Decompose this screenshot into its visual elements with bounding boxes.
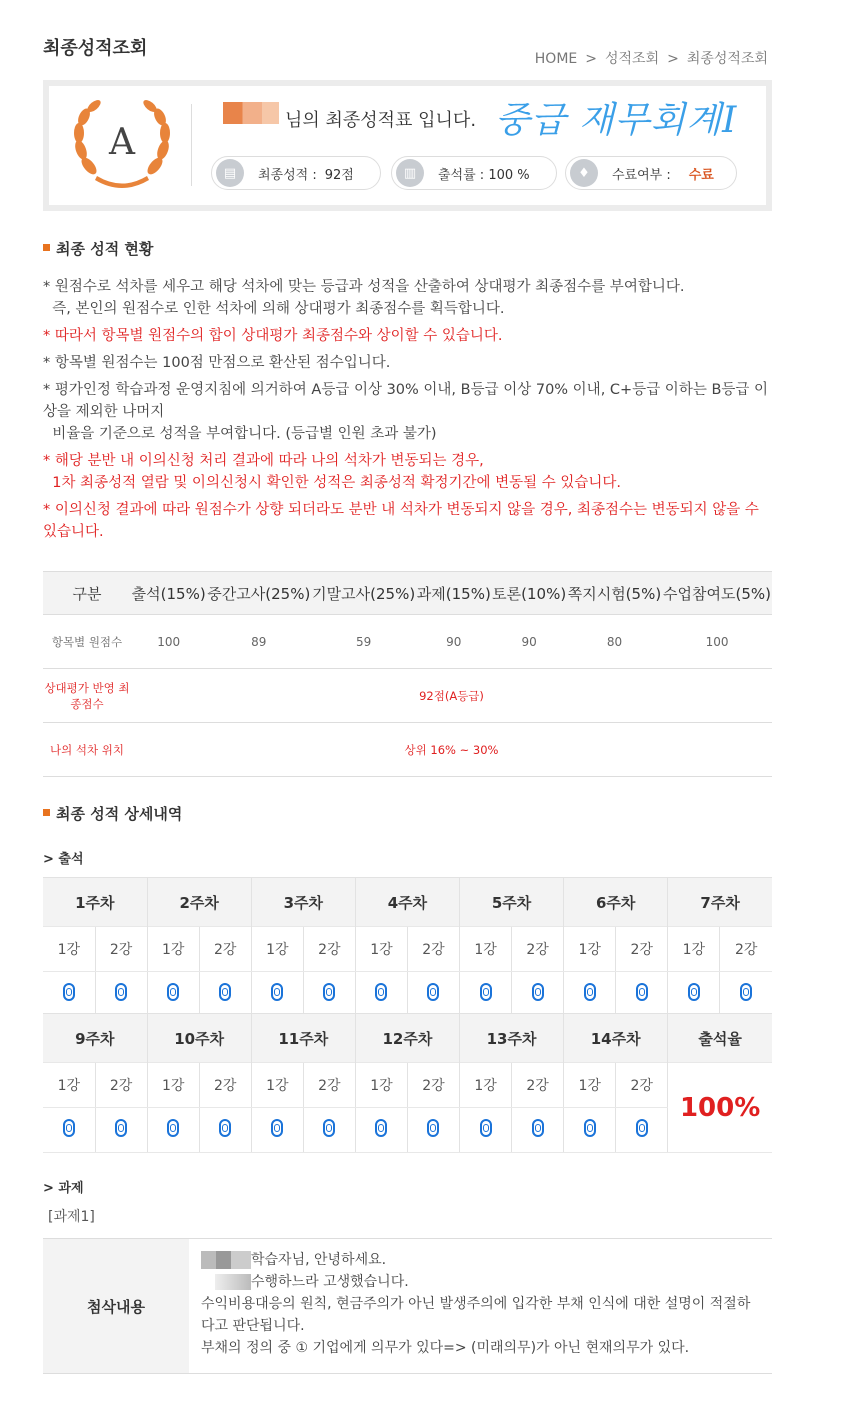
relative-score-label: 상대평가 반영 최종점수 xyxy=(43,669,131,723)
page-title: 최종성적조회 xyxy=(43,38,148,59)
note-2: * 따라서 항목별 원점수의 합이 상대평가 최종점수와 상이할 수 있습니다. xyxy=(43,328,503,344)
lecture-1: 1강 xyxy=(460,1063,512,1108)
lecture-1: 1강 xyxy=(251,1063,303,1108)
raw-score: 90 xyxy=(416,615,491,669)
note-3: * 항목별 원점수는 100점 만점으로 환산된 점수입니다. xyxy=(43,355,391,371)
lecture-2: 2강 xyxy=(720,927,772,972)
present-mark-icon xyxy=(584,1119,596,1137)
lecture-1: 1강 xyxy=(147,1063,199,1108)
raw-score: 100 xyxy=(662,615,772,669)
redacted-name xyxy=(201,1251,251,1269)
rank-value: 상위 16% ~ 30% xyxy=(131,723,772,777)
notes-block xyxy=(43,276,771,548)
col-header: 구분 xyxy=(43,572,131,615)
week-header: 13주차 xyxy=(460,1014,564,1063)
present-mark-icon xyxy=(167,983,179,1001)
bullet-square-icon xyxy=(43,244,50,251)
raw-score: 90 xyxy=(492,615,567,669)
lecture-1: 1강 xyxy=(564,927,616,972)
breadcrumb-sep: > xyxy=(667,51,679,67)
breadcrumb-current: 최종성적조회 xyxy=(686,51,768,67)
lecture-2: 2강 xyxy=(199,927,251,972)
assignment-subheading: > 과제 xyxy=(43,1181,84,1196)
rate-header: 출석율 xyxy=(668,1014,772,1063)
raw-score-row xyxy=(43,615,772,669)
laurel-grade-icon xyxy=(67,96,177,196)
completion-label: 수료여부 : xyxy=(612,167,671,183)
present-mark-icon xyxy=(271,1119,283,1137)
feedback-line-4: 부채의 정의 중 ① 기업에게 의무가 있다=> (미래의무)가 아닌 현재의무가 있다. xyxy=(201,1340,690,1356)
week-header: 4주차 xyxy=(355,878,459,927)
week-header: 2주차 xyxy=(147,878,251,927)
week-header: 3주차 xyxy=(251,878,355,927)
summary-title: 님의 최종성적표 입니다. xyxy=(285,110,477,131)
attendance-mark-row xyxy=(43,1108,772,1153)
grade-header-row xyxy=(43,572,772,615)
lecture-2: 2강 xyxy=(512,1063,564,1108)
breadcrumb-grades[interactable]: 성적조회 xyxy=(605,51,660,67)
certificate-icon: ♦ xyxy=(570,159,598,187)
present-mark-icon xyxy=(427,983,439,1001)
feedback-line-2: 수행하느라 고생했습니다. xyxy=(201,1271,762,1293)
attendance-rate-cell xyxy=(668,1063,772,1153)
col-header: 중간고사(25%) xyxy=(206,572,311,615)
week-header: 11주차 xyxy=(251,1014,355,1063)
raw-score-label: 항목별 원점수 xyxy=(43,615,131,669)
lecture-2: 2강 xyxy=(407,1063,459,1108)
present-mark-icon xyxy=(636,1119,648,1137)
present-mark-icon xyxy=(219,983,231,1001)
present-mark-icon xyxy=(532,983,544,1001)
present-mark-icon xyxy=(271,983,283,1001)
status-section-heading xyxy=(43,238,153,259)
lecture-1: 1강 xyxy=(460,927,512,972)
final-score-label: 최종성적 : xyxy=(258,167,317,183)
note-1: * 원점수로 석차를 세우고 해당 석차에 맞는 등급과 성적을 산출하여 상대평가 최종점수를 부여합니다. 즉, 본인의 원점수로 인한 석차에 의해 상대평가 최종점수를 획득합니다. xyxy=(43,279,685,317)
lecture-1: 1강 xyxy=(564,1063,616,1108)
present-mark-icon xyxy=(323,983,335,1001)
present-mark-icon xyxy=(115,1119,127,1137)
detail-section-heading xyxy=(43,803,182,824)
lecture-1: 1강 xyxy=(355,1063,407,1108)
document-icon: ▤ xyxy=(216,159,244,187)
lecture-1: 1강 xyxy=(43,1063,95,1108)
lecture-1: 1강 xyxy=(355,927,407,972)
raw-score: 89 xyxy=(206,615,311,669)
attendance-subheading: > 출석 xyxy=(43,852,84,867)
grade-table xyxy=(43,571,772,777)
redacted-text xyxy=(215,1274,251,1290)
feedback-line-3: 수익비용대응의 원칙, 현금주의가 아닌 발생주의에 입각한 부채 인식에 대한 설명이 적절하다고 판단됩니다. xyxy=(201,1296,751,1334)
breadcrumb-home[interactable]: HOME xyxy=(534,51,578,67)
col-header: 수업참여도(5%) xyxy=(662,572,772,615)
lecture-2: 2강 xyxy=(303,1063,355,1108)
week-header: 5주차 xyxy=(460,878,564,927)
lecture-2: 2강 xyxy=(95,927,147,972)
present-mark-icon xyxy=(532,1119,544,1137)
rank-row xyxy=(43,723,772,777)
present-mark-icon xyxy=(636,983,648,1001)
lecture-1: 1강 xyxy=(147,927,199,972)
present-mark-icon xyxy=(688,983,700,1001)
attendance-pill xyxy=(391,156,557,190)
lecture-2: 2강 xyxy=(616,1063,668,1108)
attendance-rate: 출석률 : 100 % xyxy=(438,167,530,183)
note-5: * 해당 분반 내 이의신청 처리 결과에 따라 나의 석차가 변동되는 경우, 1차 최종성적 열람 및 이의신청시 확인한 성적은 최종성적 확정기간에 변동될 수 있습니다. xyxy=(43,453,622,491)
bar-chart-icon: ▥ xyxy=(396,159,424,187)
present-mark-icon xyxy=(375,983,387,1001)
present-mark-icon xyxy=(427,1119,439,1137)
raw-score: 59 xyxy=(311,615,416,669)
present-mark-icon xyxy=(219,1119,231,1137)
raw-score: 80 xyxy=(567,615,662,669)
present-mark-icon xyxy=(584,983,596,1001)
completion-value: 수료 xyxy=(688,167,714,183)
week-header: 10주차 xyxy=(147,1014,251,1063)
col-header: 기말고사(25%) xyxy=(311,572,416,615)
present-mark-icon xyxy=(375,1119,387,1137)
relative-score-row xyxy=(43,669,772,723)
feedback-box xyxy=(43,1238,772,1374)
raw-score: 100 xyxy=(131,615,206,669)
lecture-row xyxy=(43,927,772,972)
present-mark-icon xyxy=(115,983,127,1001)
rank-label: 나의 석차 위치 xyxy=(43,723,131,777)
present-mark-icon xyxy=(63,1119,75,1137)
status-heading-text: 최종 성적 현황 xyxy=(56,240,154,258)
week-header: 6주차 xyxy=(564,878,668,927)
relative-score-value: 92점(A등급) xyxy=(131,669,772,723)
lecture-1: 1강 xyxy=(251,927,303,972)
week-header: 1주차 xyxy=(43,878,147,927)
present-mark-icon xyxy=(480,1119,492,1137)
lecture-2: 2강 xyxy=(303,927,355,972)
feedback-line-1: 학습자님, 안녕하세요. xyxy=(201,1249,762,1271)
divider xyxy=(191,104,192,186)
lecture-2: 2강 xyxy=(616,927,668,972)
course-name: 중급 재무회계Ⅰ xyxy=(495,100,738,141)
col-header: 출석(15%) xyxy=(131,572,206,615)
breadcrumb xyxy=(531,48,772,68)
week-header: 9주차 xyxy=(43,1014,147,1063)
lecture-1: 1강 xyxy=(668,927,720,972)
col-header: 쪽지시험(5%) xyxy=(567,572,662,615)
lecture-2: 2강 xyxy=(199,1063,251,1108)
redacted-name xyxy=(223,102,279,124)
attendance-table-2 xyxy=(43,1013,772,1153)
note-6: * 이의신청 결과에 따라 원점수가 상향 되더라도 분반 내 석차가 변동되지 않을 경우, 최종점수는 변동되지 않을 수 있습니다. xyxy=(43,502,759,540)
final-score-value: 92점 xyxy=(324,167,354,183)
bullet-square-icon xyxy=(43,809,50,816)
feedback-header: 첨삭내용 xyxy=(43,1239,189,1373)
lecture-2: 2강 xyxy=(95,1063,147,1108)
final-score-pill xyxy=(211,156,381,190)
lecture-2: 2강 xyxy=(407,927,459,972)
present-mark-icon xyxy=(740,983,752,1001)
completion-pill xyxy=(565,156,737,190)
attendance-rate-value: 100% xyxy=(679,1092,761,1123)
lecture-2: 2강 xyxy=(512,927,564,972)
summary-card xyxy=(43,80,772,211)
lecture-1: 1강 xyxy=(43,927,95,972)
week-header: 12주차 xyxy=(355,1014,459,1063)
grade-letter: A xyxy=(109,122,135,163)
present-mark-icon xyxy=(63,983,75,1001)
lecture-row xyxy=(43,1063,772,1108)
week-header: 7주차 xyxy=(668,878,772,927)
week-header: 14주차 xyxy=(564,1014,668,1063)
assignment-name: [과제1] xyxy=(48,1209,95,1225)
attendance-table-1 xyxy=(43,877,772,1017)
attendance-mark-row xyxy=(43,972,772,1017)
note-4: * 평가인정 학습과정 운영지침에 의거하여 A등급 이상 30% 이내, B등급 이상 70% 이내, C+등급 이하는 B등급 이상을 제외한 나머지 비율을 기준으로 성적을 부여합니다. (등급별 인원 초과 불가) xyxy=(43,382,769,442)
present-mark-icon xyxy=(480,983,492,1001)
present-mark-icon xyxy=(323,1119,335,1137)
feedback-body xyxy=(189,1239,772,1373)
col-header: 토론(10%) xyxy=(492,572,567,615)
detail-heading-text: 최종 성적 상세내역 xyxy=(56,805,183,823)
col-header: 과제(15%) xyxy=(416,572,491,615)
breadcrumb-sep: > xyxy=(585,51,597,67)
present-mark-icon xyxy=(167,1119,179,1137)
